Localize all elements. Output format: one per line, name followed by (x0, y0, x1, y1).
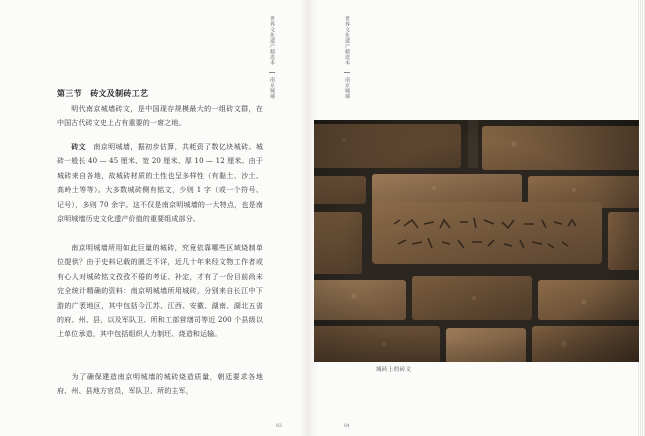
paragraph-text: 南京明城墙所用如此巨量的城砖，究竟依靠哪些区域烧制单位提供？由于史料记载的匮乏不详，近几十年来经文物工作者或有心人对城砖铭文孜孜不倦的考证、补定，才有了一份目前尚未完全统计精确的资料：南京明城墙所用城砖，分别来自长江中下游的广袤地区，其中包括今江苏、江西、安徽、湖南、湖北五省的府、州、县，以及军队卫、所和工部营缮司等近 200 个县级以上单位承造，其中包括组织人力制坯、烧造和运输。 (57, 244, 263, 339)
paragraph-lead-term: 砖文 (71, 142, 87, 151)
running-head-title: 世界文化遗产精选本 (269, 16, 275, 66)
section-heading: 第三节 砖文及制砖工艺 (57, 88, 149, 98)
running-head-section: 南京城墙 (269, 72, 275, 99)
paragraph-text: 明代南京城墙砖文，是中国现存规模最大的一组砖文群，在中国古代砖文史上占有重要的一席之地。 (57, 105, 263, 128)
photo-caption: 城砖上的砖文 (376, 367, 412, 373)
body-paragraph (57, 241, 263, 342)
left-running-head (268, 16, 275, 99)
brick-wall-illustration (314, 120, 639, 362)
brick-wall-photo (314, 120, 639, 362)
body-paragraph (57, 140, 263, 226)
right-page-number: 84 (344, 424, 350, 429)
left-page-number: 83 (276, 424, 282, 429)
running-head-section: 南京城墙 (344, 72, 350, 99)
right-running-head (343, 16, 350, 99)
page-edge (638, 0, 645, 436)
body-paragraph (57, 370, 263, 399)
running-head-title: 世界文化遗产精选本 (344, 16, 350, 66)
paragraph-text: 为了确保建造南京明城墙的城砖烧造质量，朝廷要求各地府、州、县地方官员，军队卫、所的主军， (57, 373, 263, 396)
paragraph-text: 南京明城墙，据初步估算，共耗资了数亿块城砖。城砖一般长 40 — 45 厘米、宽 20 厘米、厚 10 — 12 厘米。由于城砖来自各地，故城砖材质的土性也呈多样性（有黏土、沙土、高岭土等等）。大多数城砖侧有铭文，少则 1 字（或一个符号、记号），多则 70 余字。这不仅是南京明城墙的一大特点，也是南京明城墙历史文化遗产价值的重要组成部分。 (57, 143, 263, 224)
body-paragraph (57, 102, 263, 131)
